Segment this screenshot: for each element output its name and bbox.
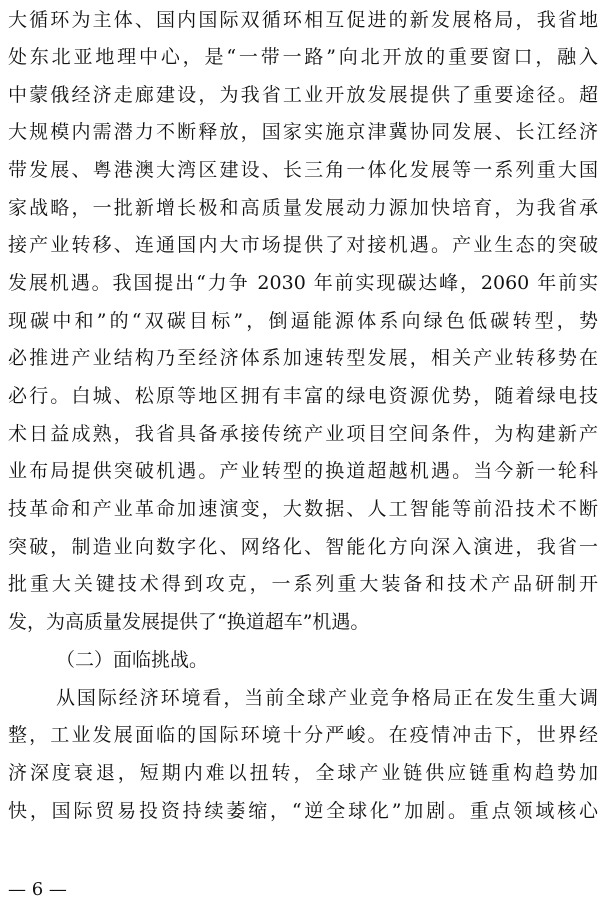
- body-line-17: 发，为高质量发展提供了“换道超车”机遇。: [8, 611, 370, 633]
- body-line-5: 带发展、粤港澳大湾区建设、长三角一体化发展等一系列重大国: [8, 159, 598, 181]
- body-line-16: 批重大关键技术得到攻克，一系列重大装备和技术产品研制开: [8, 573, 598, 595]
- section-heading: （二）面临挑战。: [56, 649, 209, 671]
- body-line-14: 技革命和产业革命加速演变，大数据、人工智能等前沿技术不断: [8, 498, 598, 520]
- body-line-10: 必推进产业结构乃至经济体系加速转型发展，相关产业转移势在: [8, 347, 598, 369]
- body-line-13: 业布局提供突破机遇。产业转型的换道超越机遇。当今新一轮科: [8, 460, 598, 482]
- body-line-15: 突破，制造业向数字化、网络化、智能化方向深入演进，我省一: [8, 536, 598, 558]
- body2-line-2: 整，工业发展面临的国际环境十分严峻。在疫情冲击下，世界经: [8, 724, 598, 746]
- body-line-4: 大规模内需潜力不断释放，国家实施京津冀协同发展、长江经济: [8, 121, 598, 143]
- body2-line-1: 从国际经济环境看，当前全球产业竞争格局正在发生重大调: [56, 687, 598, 709]
- body-line-3: 中蒙俄经济走廊建设，为我省工业开放发展提供了重要途径。超: [8, 84, 598, 106]
- body-line-1: 大循环为主体、国内国际双循环相互促进的新发展格局，我省地: [8, 9, 598, 31]
- body-line-2: 处东北亚地理中心，是“一带一路”向北开放的重要窗口，融入: [8, 46, 598, 68]
- body-line-7: 接产业转移、连通国内大市场提供了对接机遇。产业生态的突破: [8, 234, 598, 256]
- body-line-9: 现碳中和”的“双碳目标”，倒逼能源体系向绿色低碳转型，势: [8, 310, 598, 332]
- body-line-6: 家战略，一批新增长极和高质量发展动力源加快培育，为我省承: [8, 197, 598, 219]
- body-line-11: 必行。白城、松原等地区拥有丰富的绿电资源优势，随着绿电技: [8, 385, 598, 407]
- page-number: — 6 —: [8, 879, 67, 900]
- body-line-8: 发展机遇。我国提出“力争 2030 年前实现碳达峰，2060 年前实: [8, 272, 598, 294]
- body-line-12: 术日益成熟，我省具备承接传统产业项目空间条件，为构建新产: [8, 423, 598, 445]
- body2-line-3: 济深度衰退，短期内难以扭转，全球产业链供应链重构趋势加: [8, 762, 598, 784]
- body2-line-4: 快，国际贸易投资持续萎缩，“逆全球化”加剧。重点领域核心: [8, 800, 598, 822]
